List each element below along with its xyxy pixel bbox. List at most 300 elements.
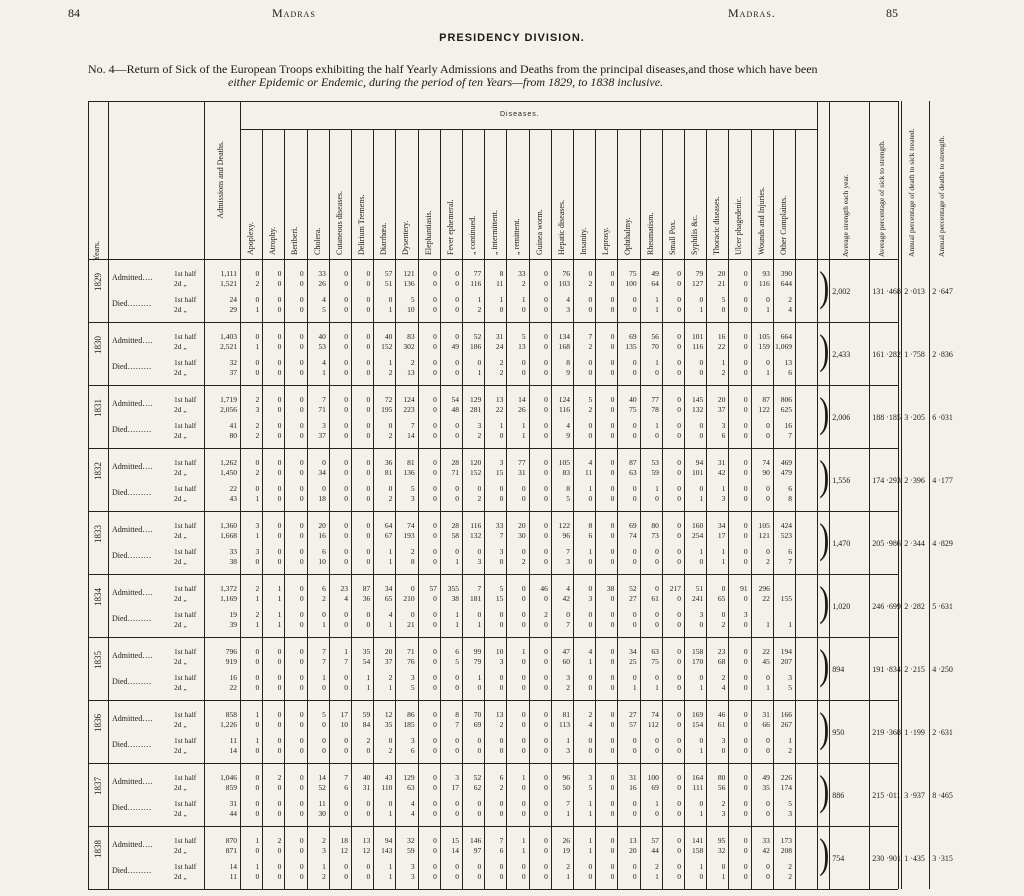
table-cell: 0 (433, 610, 437, 619)
table-cell: 90 (762, 468, 770, 477)
table-cell: 858 (225, 710, 237, 719)
summary-value: 188 ·185 (872, 413, 901, 422)
table-cell: 21 (717, 279, 726, 288)
table-cell: 37 (717, 405, 726, 414)
table-cell: 36 (362, 594, 371, 603)
table-cell: 7 (788, 557, 792, 566)
diseases-header: Diseases. (500, 111, 540, 118)
table-cell: 0 (433, 710, 437, 719)
table-cell: 355 (447, 584, 459, 593)
table-cell: 0 (277, 657, 282, 666)
table-cell: 0 (610, 594, 615, 603)
table-cell: 0 (655, 584, 659, 593)
table-cell: 61 (651, 594, 659, 603)
table-cell: 0 (499, 484, 504, 493)
table-cell: 2 (255, 431, 260, 440)
table-cell: 0 (255, 673, 260, 682)
table-cell: 0 (632, 610, 637, 619)
table-cell: 7 (499, 836, 504, 845)
table-cell: 0 (743, 405, 748, 414)
table-cell: 0 (344, 368, 348, 377)
table-cell: 1 (477, 620, 482, 629)
column-rule (684, 129, 685, 889)
table-cell: 1 (388, 620, 393, 629)
summary-value: 161 ·282 (872, 350, 901, 359)
table-cell: 0 (277, 458, 282, 467)
table-cell: 0 (255, 809, 260, 818)
table-cell: 3 (566, 557, 570, 566)
table-cell: 0 (677, 557, 681, 566)
table-cell: 0 (677, 809, 681, 818)
table-cell: 75 (629, 405, 637, 414)
table-cell: 19 (562, 846, 570, 855)
table-cell: 0 (677, 547, 681, 556)
table-cell: 3 (455, 773, 459, 782)
disease-header: Cutaneous diseases. (334, 191, 344, 255)
row-brace: ) (819, 642, 830, 689)
table-cell: 65 (717, 594, 726, 603)
summary-value: 2,002 (832, 287, 851, 296)
disease-header: Other Complaints. (778, 195, 788, 255)
table-cell: 72 (384, 395, 393, 404)
table-cell: 0 (499, 872, 504, 881)
column-rule (640, 129, 641, 889)
table-cell: 6 (344, 783, 348, 792)
table-cell: 96 (562, 773, 570, 782)
table-cell: 0 (299, 358, 304, 367)
summary-value: 950 (832, 728, 845, 737)
table-cell: 57 (651, 836, 659, 845)
table-cell: 0 (344, 458, 348, 467)
table-cell: 0 (433, 547, 437, 556)
table-cell: 0 (544, 368, 548, 377)
table-cell: 1 (521, 647, 526, 656)
table-cell: 0 (255, 358, 260, 367)
table-cell: 20 (629, 846, 637, 855)
table-cell: 166 (780, 710, 792, 719)
table-cell: 0 (455, 332, 459, 341)
row-label-died: Died……… (112, 803, 152, 812)
table-cell: 70 (473, 710, 482, 719)
table-cell: 1,521 (220, 279, 237, 288)
disease-header: Delirium Tremens. (357, 194, 366, 255)
table-cell: 1 (588, 547, 593, 556)
table-cell: 0 (344, 872, 348, 881)
table-cell: 806 (780, 395, 792, 404)
row-label-admitted: Admitted…. (112, 777, 153, 786)
table-cell: 0 (433, 846, 437, 855)
half-label: 1st half (174, 673, 197, 682)
table-cell: 0 (344, 494, 348, 503)
table-cell: 7 (322, 395, 326, 404)
table-cell: 1 (588, 809, 593, 818)
table-cell: 0 (655, 736, 659, 745)
table-cell: 0 (477, 799, 482, 808)
table-cell: 0 (277, 342, 282, 351)
table-cell: 34 (318, 468, 326, 477)
table-cell: 0 (344, 683, 348, 692)
table-top-rule (88, 101, 898, 102)
table-cell: 143 (381, 846, 393, 855)
table-cell: 0 (610, 269, 615, 278)
table-cell: 16 (717, 332, 726, 341)
column-rule (462, 129, 463, 889)
table-cell: 5 (588, 395, 593, 404)
table-cell: 1 (699, 809, 704, 818)
half-label: 2d „ (174, 531, 187, 540)
half-label: 2d „ (174, 657, 187, 666)
table-cell: 2 (788, 872, 792, 881)
table-cell: 0 (588, 746, 593, 755)
table-cell: 54 (362, 657, 371, 666)
row-brace: ) (819, 516, 830, 563)
column-rule (773, 129, 774, 889)
table-cell: 0 (632, 494, 637, 503)
half-label: 2d „ (174, 557, 187, 566)
table-cell: 37 (229, 368, 237, 377)
table-cell: 2 (788, 746, 792, 755)
table-cell: 0 (544, 395, 548, 404)
table-cell: 0 (255, 647, 260, 656)
year-label: 1833 (93, 525, 103, 543)
table-cell: 1,668 (220, 531, 237, 540)
table-cell: 0 (743, 395, 748, 404)
table-cell: 0 (255, 484, 260, 493)
table-cell: 0 (743, 547, 748, 556)
table-cell: 1,719 (220, 395, 237, 404)
table-cell: 44 (229, 809, 237, 818)
table-cell: 0 (255, 746, 260, 755)
table-cell: 1 (699, 746, 704, 755)
table-cell: 11 (584, 468, 593, 477)
table-cell: 0 (299, 594, 304, 603)
table-cell: 2 (255, 610, 260, 619)
table-cell: 22 (229, 484, 237, 493)
table-cell: 0 (255, 657, 260, 666)
row-label-admitted: Admitted…. (112, 714, 153, 723)
row-label-died: Died……… (112, 740, 152, 749)
column-rule (595, 129, 596, 889)
table-cell: 3 (788, 809, 792, 818)
table-cell: 0 (610, 836, 615, 845)
disease-header: Guinea worm. (534, 209, 544, 255)
table-cell: 8 (455, 710, 459, 719)
table-cell: 0 (521, 710, 526, 719)
table-cell: 0 (743, 594, 748, 603)
table-cell: 1,450 (220, 468, 237, 477)
table-cell: 4 (588, 647, 593, 656)
summary-value: 2 ·282 (904, 602, 925, 611)
row-label-died: Died……… (112, 362, 152, 371)
summary-value: 3 ·315 (932, 854, 953, 863)
table-cell: 83 (407, 332, 415, 341)
table-cell: 0 (743, 836, 748, 845)
column-rule (484, 129, 485, 889)
table-cell: 2 (721, 673, 726, 682)
table-cell: 1 (277, 594, 282, 603)
table-cell: 134 (558, 332, 570, 341)
table-cell: 87 (362, 584, 371, 593)
summary-value: 3 ·205 (904, 413, 925, 422)
table-cell: 0 (499, 683, 504, 692)
table-cell: 2,521 (220, 342, 237, 351)
table-cell: 0 (677, 531, 681, 540)
half-label: 2d „ (174, 620, 187, 629)
table-cell: 0 (366, 484, 371, 493)
table-cell: 2 (255, 468, 260, 477)
table-cell: 0 (766, 809, 770, 818)
summary-value: 1,470 (832, 539, 851, 548)
table-cell: 0 (455, 809, 459, 818)
table-cell: 0 (366, 620, 371, 629)
table-cell: 42 (562, 594, 570, 603)
table-cell: 3 (588, 594, 593, 603)
table-cell: 17 (451, 783, 459, 792)
table-cell: 103 (558, 279, 570, 288)
table-cell: 0 (299, 836, 304, 845)
table-cell: 6 (788, 484, 792, 493)
table-cell: 8 (499, 269, 504, 278)
table-cell: 0 (277, 521, 282, 530)
table-cell: 40 (629, 395, 637, 404)
table-cell: 0 (277, 783, 282, 792)
table-cell: 2 (499, 368, 504, 377)
table-cell: 0 (677, 657, 681, 666)
table-cell: 69 (629, 521, 637, 530)
table-cell: 31 (362, 783, 371, 792)
table-cell: 6 (588, 531, 593, 540)
table-cell: 154 (691, 720, 704, 729)
half-label: 2d „ (174, 342, 187, 351)
table-cell: 0 (521, 862, 526, 871)
table-cell: 0 (433, 647, 437, 656)
table-cell: 122 (758, 405, 770, 414)
table-cell: 0 (743, 620, 748, 629)
table-cell: 0 (677, 368, 681, 377)
table-cell: 5 (322, 710, 326, 719)
table-cell: 0 (544, 421, 548, 430)
summary-value: 2 ·396 (904, 476, 925, 485)
table-cell: 0 (433, 521, 437, 530)
table-cell: 2 (499, 358, 504, 367)
table-cell: 111 (692, 783, 704, 792)
table-cell: 6 (455, 647, 459, 656)
table-cell: 0 (344, 358, 348, 367)
table-cell: 46 (717, 710, 726, 719)
table-cell: 664 (780, 332, 792, 341)
column-rule (728, 129, 729, 889)
table-cell: 0 (344, 799, 348, 808)
table-cell: 0 (743, 269, 748, 278)
table-cell: 33 (495, 521, 504, 530)
table-cell: 2 (410, 547, 415, 556)
table-cell: 127 (691, 279, 704, 288)
table-cell: 0 (588, 620, 593, 629)
table-cell: 0 (632, 862, 637, 871)
table-cell: 105 (558, 458, 570, 467)
summary-value: 8 ·465 (932, 791, 953, 800)
table-cell: 18 (318, 494, 326, 503)
table-cell: 1 (366, 683, 371, 692)
row-label-died: Died……… (112, 614, 152, 623)
table-cell: 8 (588, 521, 593, 530)
table-cell: 0 (677, 872, 681, 881)
table-cell: 0 (743, 746, 748, 755)
table-cell: 0 (610, 405, 615, 414)
table-cell: 2 (588, 279, 593, 288)
table-cell: 0 (655, 620, 659, 629)
table-cell: 0 (344, 295, 348, 304)
table-cell: 0 (632, 547, 637, 556)
table-cell: 469 (780, 458, 792, 467)
table-cell: 0 (588, 421, 593, 430)
table-cell: 7 (499, 531, 504, 540)
table-cell: 0 (610, 799, 615, 808)
table-cell: 0 (655, 673, 659, 682)
table-cell: 22 (762, 594, 770, 603)
table-cell: 116 (470, 279, 482, 288)
table-cell: 0 (743, 647, 748, 656)
table-cell: 0 (588, 269, 593, 278)
table-cell: 0 (655, 431, 659, 440)
table-cell: 1,360 (220, 521, 237, 530)
table-cell: 0 (743, 431, 748, 440)
table-cell: 10 (318, 557, 326, 566)
table-cell: 28 (451, 521, 459, 530)
table-cell: 0 (366, 342, 371, 351)
table-cell: 0 (277, 468, 282, 477)
column-rule (506, 129, 507, 889)
table-cell: 0 (433, 269, 437, 278)
table-cell: 0 (610, 710, 615, 719)
summary-value: 205 ·986 (872, 539, 901, 548)
table-cell: 0 (366, 494, 371, 503)
table-cell: 2 (566, 862, 570, 871)
table-cell: 3 (255, 521, 260, 530)
table-cell: 40 (318, 332, 326, 341)
table-cell: 0 (677, 862, 681, 871)
table-cell: 2 (499, 783, 504, 792)
table-cell: 0 (743, 358, 748, 367)
table-cell: 0 (610, 746, 615, 755)
table-cell: 0 (455, 746, 459, 755)
year-label: 1835 (93, 651, 103, 669)
table-cell: 1,262 (220, 458, 237, 467)
column-rule (88, 101, 89, 889)
table-cell: 390 (780, 269, 792, 278)
table-cell: 44 (651, 846, 659, 855)
table-cell: 45 (762, 657, 770, 666)
table-cell: 1 (255, 836, 260, 845)
table-cell: 0 (610, 279, 615, 288)
table-cell: 0 (433, 458, 437, 467)
summary-value: 5 ·631 (932, 602, 953, 611)
table-cell: 0 (632, 799, 637, 808)
table-cell: 0 (344, 342, 348, 351)
table-cell: 1 (788, 736, 792, 745)
table-cell: 0 (344, 405, 348, 414)
table-cell: 0 (521, 720, 526, 729)
table-cell: 0 (366, 405, 371, 414)
table-cell: 20 (717, 395, 726, 404)
table-cell: 155 (780, 594, 792, 603)
table-cell: 7 (588, 332, 593, 341)
table-cell: 0 (677, 647, 681, 656)
table-cell: 40 (362, 773, 371, 782)
table-cell: 0 (743, 710, 748, 719)
table-cell: 71 (318, 405, 326, 414)
table-cell: 0 (388, 736, 393, 745)
table-cell: 1,046 (220, 773, 237, 782)
table-cell: 2 (388, 494, 393, 503)
table-cell: 158 (691, 647, 704, 656)
table-cell: 74 (629, 531, 637, 540)
table-cell: 1 (632, 683, 637, 692)
summary-value: 1 ·758 (904, 350, 925, 359)
table-cell: 0 (521, 809, 526, 818)
table-cell: 0 (632, 673, 637, 682)
table-cell: 0 (255, 773, 260, 782)
table-cell: 0 (433, 557, 437, 566)
table-cell: 0 (677, 836, 681, 845)
table-cell: 48 (451, 405, 459, 414)
table-cell: 0 (433, 736, 437, 745)
table-cell: 0 (299, 458, 304, 467)
table-cell: 4 (588, 458, 593, 467)
table-cell: 0 (544, 405, 548, 414)
table-cell: 0 (588, 358, 593, 367)
table-cell: 0 (344, 269, 348, 278)
table-cell: 22 (229, 683, 237, 692)
table-cell: 36 (384, 458, 393, 467)
table-cell: 3 (721, 736, 726, 745)
table-cell: 0 (433, 332, 437, 341)
table-cell: 5 (410, 683, 415, 692)
table-cell: 20 (384, 647, 393, 656)
table-bottom-rule (88, 889, 898, 890)
table-cell: 18 (340, 836, 348, 845)
table-cell: 7 (322, 657, 326, 666)
table-cell: 181 (469, 594, 482, 603)
table-cell: 0 (277, 484, 282, 493)
table-cell: 80 (717, 773, 726, 782)
year-divider (88, 826, 898, 827)
table-cell: 0 (477, 683, 482, 692)
year-divider (88, 511, 898, 512)
column-rule (108, 101, 109, 889)
table-cell: 1 (255, 342, 260, 351)
table-cell: 0 (299, 809, 304, 818)
table-cell: 3 (721, 809, 726, 818)
table-cell: 0 (544, 468, 548, 477)
table-cell: 0 (277, 736, 282, 745)
table-cell: 0 (632, 295, 637, 304)
half-label: 1st half (174, 521, 197, 530)
table-cell: 0 (255, 783, 260, 792)
table-cell: 0 (277, 557, 282, 566)
table-cell: 0 (521, 594, 526, 603)
table-cell: 0 (433, 799, 437, 808)
table-cell: 302 (403, 342, 415, 351)
table-cell: 0 (677, 279, 681, 288)
table-cell: 0 (632, 736, 637, 745)
running-title-right: Madras. (728, 6, 776, 20)
table-cell: 0 (455, 673, 459, 682)
table-cell: 15 (495, 468, 504, 477)
table-cell: 54 (451, 395, 459, 404)
table-cell: 0 (521, 673, 526, 682)
column-rule (440, 129, 441, 889)
